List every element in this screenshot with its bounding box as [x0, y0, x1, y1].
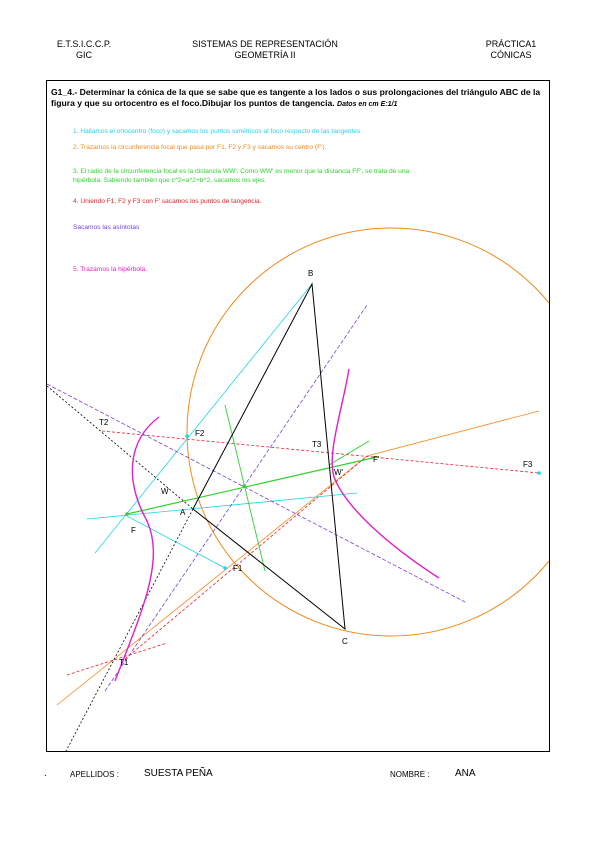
surname-label: APELLIDOS : — [70, 770, 119, 779]
header-subject — [170, 39, 360, 61]
header-practice — [466, 39, 556, 61]
focal-circle — [187, 228, 550, 636]
header-practice-topic: CÓNICAS — [490, 50, 532, 60]
label-a: A — [180, 508, 186, 517]
label-w: W — [161, 487, 169, 496]
label-f1: F1 — [233, 564, 243, 573]
header-subject-sub: GEOMETRÍA II — [234, 50, 296, 60]
geometry-diagram — [47, 81, 550, 752]
footer-dot: . — [44, 768, 47, 779]
header-subject-name: SISTEMAS DE REPRESENTACIÓN — [192, 39, 338, 49]
red-line-t1 — [67, 643, 167, 675]
step-3-line1: 3. El radio de la circunferencia focal es la distancia WW'. Como WW' es menor que la distancia FF', se trata de una — [73, 168, 410, 175]
exercise-frame — [46, 80, 550, 752]
red-line-f2-f3 — [102, 431, 539, 473]
label-fp: F' — [373, 455, 380, 464]
point-f3-marker — [537, 471, 541, 475]
step-1: 1. Hallamos el ortocentro (foco) y sacamos los puntos simétricos al foco respecto de las tangentes. — [73, 128, 363, 135]
label-t1: T1 — [119, 658, 129, 667]
step-5: 5. Trazamos la hipérbola. — [73, 266, 148, 273]
student-footer — [0, 768, 599, 788]
header-school — [44, 39, 124, 61]
point-f2-marker — [185, 434, 189, 438]
side-ab-extension — [47, 386, 193, 509]
name-value: ANA — [455, 768, 476, 779]
step-4: 4. Uniendo F1, F2 y F3 con F' sacamos los puntos de tangencia. — [73, 198, 262, 205]
asymptote-2 — [105, 305, 367, 691]
label-b: B — [308, 269, 314, 278]
label-t3: T3 — [312, 440, 322, 449]
green-perpendicular — [225, 405, 265, 571]
hyperbola-right-branch — [332, 369, 439, 578]
label-f3: F3 — [523, 460, 533, 469]
orange-line-lower — [57, 456, 367, 705]
asymptote-1 — [47, 384, 465, 602]
step-3-line2: hipérbola. Sabiendo también que c^2=a^2+b^2, sacamos los ejes. — [73, 177, 267, 184]
statement-scale: Datos en cm E:1/1 — [337, 101, 398, 108]
point-f1-marker — [223, 566, 227, 570]
side-ac-extension — [65, 509, 193, 752]
header-school-name: E.T.S.I.C.C.P. — [56, 39, 112, 49]
step-asymptotes: Sacamos las asíntotas — [73, 224, 140, 231]
label-f2: F2 — [195, 429, 205, 438]
label-wp: W' — [334, 468, 344, 477]
surname-value: SUESTA PEÑA — [144, 768, 213, 779]
statement-text: G1_4.- Determinar la cónica de la que se sabe que es tangente a los lados o sus prolongaciones del triángulo ABC de la figura y que su ortocentro es el foco.Dibujar los puntos de tangencia. — [51, 87, 541, 108]
header-degree: GIC — [75, 50, 92, 60]
step-2: 2. Trazamos la circunferencia focal que pasa por F1, F2 y F3 y sacamos su centro (F'). — [73, 144, 327, 151]
hyperbola-left-branch — [115, 417, 159, 681]
label-c: C — [342, 637, 348, 646]
label-f: F — [131, 526, 136, 535]
green-short — [329, 441, 369, 465]
orange-line-upper — [367, 411, 539, 456]
label-t2: T2 — [99, 418, 109, 427]
name-label: NOMBRE : — [390, 770, 430, 779]
header-practice-name: PRÁCTICA1 — [485, 39, 537, 49]
point-f-marker — [125, 512, 129, 516]
center-marker — [242, 484, 246, 488]
